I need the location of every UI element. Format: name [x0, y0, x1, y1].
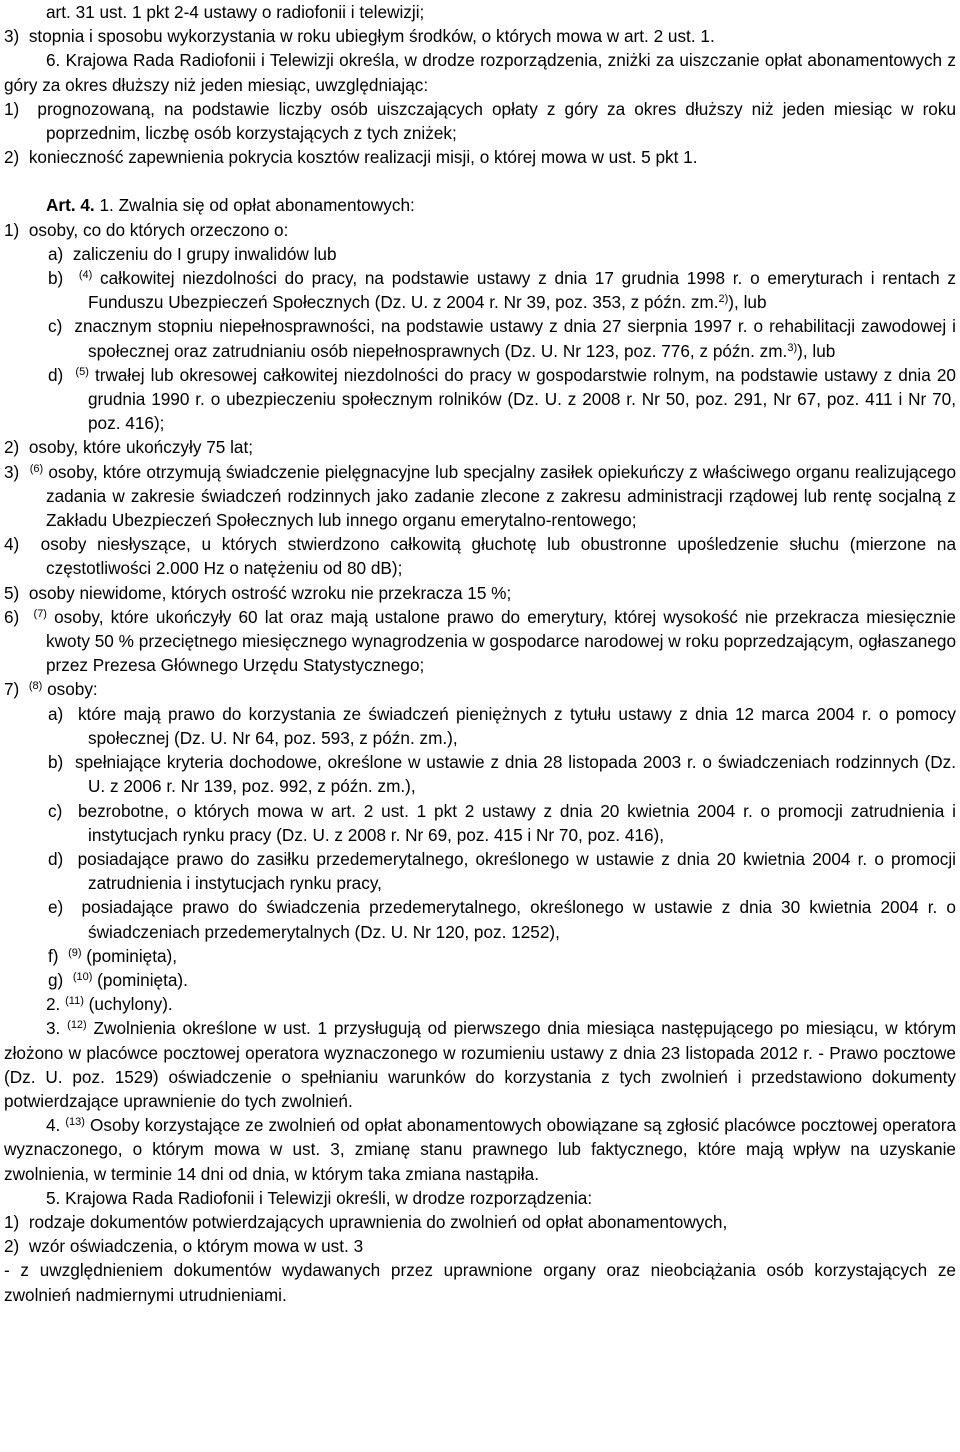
footnote-marker: (12) — [67, 1019, 87, 1032]
paragraph: 4. $^{(13)}$ Osoby korzystające ze zwolnień od opłat abonamentowych obowiązane są zgłosić placówce pocztowej operatora wyznaczonego, o którym mowa w ust. 3, zmianę stanu prawnego lub faktycznego, które mają wpływ na uzyskanie zwolnienia, w terminie 14 dni od dnia, w którym taka zmiana nastąpiła. — [4, 1115, 957, 1184]
text-line: art. 31 ust. 1 pkt 2-4 ustawy o radiofonii i telewizji; — [46, 2, 425, 22]
list-item: 1) osoby, co do których orzeczono o: — [4, 219, 289, 240]
footnote-marker: (13) — [65, 1116, 85, 1129]
article-heading: Art. 4. 1. Zwalnia się od opłat abonamentowych: — [46, 195, 415, 216]
paragraph: 6. Krajowa Rada Radiofonii i Telewizji określa, w drodze rozporządzenia, zniżki za uiszczanie opłat abonamentowych z góry za okres dłuższy niż jeden miesiąc, uwzględniając: — [4, 50, 956, 95]
paragraph: 5. Krajowa Rada Radiofonii i Telewizji określi, w drodze rozporządzenia: — [46, 1187, 593, 1208]
paragraph: 3. $^{(12)}$ Zwolnienia określone w ust. 1 przysługują od pierwszego dnia miesiąca następującego po miesiącu, w którym złożono w placówce pocztowej operatora wyznaczonego w rozumieniu ustawy z dnia 23 listopada 2012 r. - Prawo pocztowe (Dz. U. poz. 1529) oświadczenie o spełnianiu warunków do korzystania z tych zwolnień i przedstawiono dokumenty potwierdzające uprawnienie do tych zwolnień. — [4, 1018, 957, 1111]
list-item: c) znacznym stopniu niepełnosprawności, na podstawie ustawy z dnia 27 sierpnia 1997 r. o rehabilitacji zawodowej i społecznej oraz zatrudnianiu osób niepełnosprawnych (Dz. U. Nr 123, poz. 776, z późn. zm.$^{3)}$), lub — [48, 316, 956, 361]
list-item: g) $^{(10)}$ (pominięta). — [48, 969, 188, 990]
list-item: 3) $^{(6)}$ osoby, które otrzymują świadczenie pielęgnacyjne lub specjalny zasiłek opiekuńczy z właściwego organu realizującego zadania w zakresie świadczeń rodzinnych jako zadanie zlecone z zakresu administracji rządowej lub rentę socjalną z Zakładu Ubezpieczeń Społecznych lub innego organu emerytalno-rentowego; — [4, 461, 956, 531]
list-item: 2) wzór oświadczenia, o którym mowa w ust. 3 — [4, 1236, 364, 1257]
footnote-marker: (7) — [33, 607, 47, 620]
list-item: 1) prognozowaną, na podstawie liczby osób uiszczających opłaty z góry za okres dłuższy niż jeden miesiąc w roku poprzednim, liczbę osób korzystających z tych zniżek; — [4, 98, 956, 144]
article-number: Art. 4. — [46, 195, 95, 216]
list-item: 6) $^{(7)}$ osoby, które ukończyły 60 lat oraz mają ustalone prawo do emerytury, której wysokość nie przekracza miesięcznie kwoty 50 % przeciętnego miesięcznego wynagrodzenia w gospodarce narodowej w roku poprzedzającym, ogłaszanego przez Prezesa Głównego Urzędu Statystycznego; — [4, 606, 956, 676]
footnote-marker: (5) — [75, 365, 89, 378]
list-item: b) $^{(4)}$ całkowitej niezdolności do pracy, na podstawie ustawy z dnia 17 grudnia 1998 r. o emeryturach i rentach z Funduszu Ubezpieczeń Społecznych (Dz. U. z 2004 r. Nr 39, poz. 353, z późn. zm.$^{2)}$), lub — [48, 268, 956, 313]
list-item: 7) $^{(8)}$ osoby: — [4, 679, 98, 700]
footnote-marker: (4) — [78, 269, 93, 282]
list-item: 5) osoby niewidome, których ostrość wzroku nie przekracza 15 %; — [4, 582, 512, 603]
footnote-marker: (8) — [28, 680, 43, 693]
paragraph: 2. $^{(11)}$ (uchylony). — [46, 994, 173, 1015]
list-item: 2) konieczność zapewnienia pokrycia kosztów realizacji misji, o której mowa w ust. 5 pkt 1. — [4, 147, 698, 168]
list-item: d) $^{(5)}$ trwałej lub okresowej całkowitej niezdolności do pracy w gospodarstwie rolnym, na podstawie ustawy z dnia 20 grudnia 1990 r. o ubezpieczeniu społecznym rolników (Dz. U. z 2008 r. Nr 50, poz. 291, Nr 67, poz. 411 i Nr 70, poz. 416); — [48, 364, 956, 434]
footnote-marker: (6) — [29, 462, 44, 475]
list-item: 4) osoby niesłyszące, u których stwierdzono całkowitą głuchotę lub obustronne upośledzenie słuchu (mierzone na częstotliwości 2.000 Hz o natężeniu od 80 dB); — [4, 534, 956, 579]
footnote-marker: 2) — [718, 293, 729, 306]
paragraph: - z uwzględnieniem dokumentów wydawanych przez uprawnione organy oraz nieobciążania osób korzystających ze zwolnień nadmiernymi utrudnieniami. — [4, 1260, 956, 1305]
list-item: a) zaliczeniu do I grupy inwalidów lub — [48, 243, 337, 264]
list-item: f) $^{(9)}$ (pominięta), — [48, 945, 178, 966]
list-item: a) które mają prawo do korzystania ze świadczeń pieniężnych z tytułu ustawy z dnia 12 marca 2004 r. o pomocy społecznej (Dz. U. Nr 64, poz. 593, z późn. zm.), — [48, 703, 956, 748]
footnote-marker: (11) — [65, 995, 84, 1008]
footnote-marker: 3) — [787, 341, 798, 354]
list-item: 3) stopnia i sposobu wykorzystania w roku ubiegłym środków, o których mowa w art. 2 ust. 1. — [4, 26, 715, 47]
list-item: c) bezrobotne, o których mowa w art. 2 ust. 1 pkt 2 ustawy z dnia 20 kwietnia 2004 r. o promocji zatrudnienia i instytucjach rynku pracy (Dz. U. z 2008 r. Nr 69, poz. 415 i Nr 70, poz. 416), — [48, 800, 956, 845]
list-item: e) posiadające prawo do świadczenia przedemerytalnego, określonego w ustawie z dnia 30 kwietnia 2004 r. o świadczeniach przedemerytalnych (Dz. U. Nr 120, poz. 1252), — [48, 897, 956, 942]
list-item: b) spełniające kryteria dochodowe, określone w ustawie z dnia 28 listopada 2003 r. o świadczeniach rodzinnych (Dz. U. z 2006 r. Nr 139, poz. 992, z późn. zm.), — [48, 752, 956, 797]
list-item: 2) osoby, które ukończyły 75 lat; — [4, 437, 254, 458]
footnote-marker: (9) — [68, 946, 82, 959]
list-item: 1) rodzaje dokumentów potwierdzających uprawnienia do zwolnień od opłat abonamentowych, — [4, 1211, 728, 1232]
list-item: d) posiadające prawo do zasiłku przedemerytalnego, określonego w ustawie z dnia 20 kwietnia 2004 r. o promocji zatrudnienia i instytucjach rynku pracy, — [48, 848, 956, 894]
footnote-marker: (10) — [72, 970, 93, 983]
